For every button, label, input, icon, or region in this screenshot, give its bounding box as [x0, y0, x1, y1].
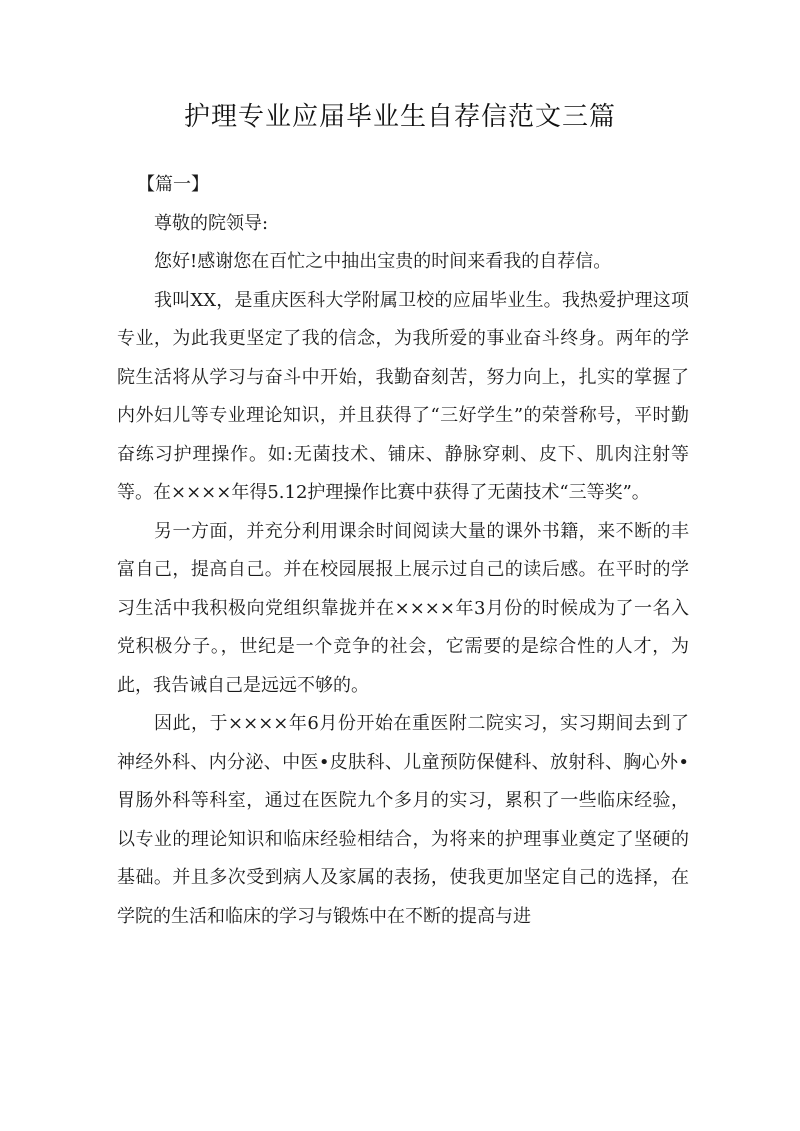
body-paragraph-internship: 因此，于××××年6月份开始在重医附二院实习，实习期间去到了神经外科、内分泌、中医•皮肤科、儿童预防保健科、放射科、胸心外•胃肠外科等科室，通过在医院九个多月的实习，累积了一些临床经验，以专业的理论知识和临床经验相结合，为将来的护理事业奠定了坚硬的基础。并且多次受到病人及家属的表扬，使我更加坚定自己的选择，在学院的生活和临床的学习与锻炼中在不断的提高与进	[117, 713, 689, 927]
salutation: 尊敬的院领导:	[154, 212, 269, 234]
document-title: 护理专业应届毕业生自荐信范文三篇	[183, 102, 616, 132]
greeting-paragraph: 您好!感谢您在百忙之中抽出宝贵的时间来看我的自荐信。	[154, 251, 612, 272]
section-label: 【篇一】	[137, 174, 209, 195]
document-body	[117, 166, 689, 936]
body-paragraph-self-improvement: 另一方面，并充分利用课余时间阅读大量的课外书籍，来不断的丰富自己，提高自己。并在校园展报上展示过自己的读后感。在平时的学习生活中我积极向党组织靠拢并在××××年3月份的时候成为了一名入党积极分子。，世纪是一个竞争的社会，它需要的是综合性的人才，为此，我告诫自己是远远不够的。	[117, 520, 689, 696]
body-paragraph-introduction: 我叫XX，是重庆医科大学附属卫校的应届毕业生。我热爱护理这项专业，为此我更坚定了我的信念，为我所爱的事业奋斗终身。两年的学院生活将从学习与奋斗中开始，我勤奋刻苦，努力向上，扎实的掌握了内外妇儿等专业理论知识，并且获得了“三好学生”的荣誉称号，平时勤奋练习护理操作。如:无菌技术、铺床、静脉穿刺、皮下、肌肉注射等等。在××××年得5.12护理操作比赛中获得了无菌技术“三等奖”。	[117, 289, 689, 503]
